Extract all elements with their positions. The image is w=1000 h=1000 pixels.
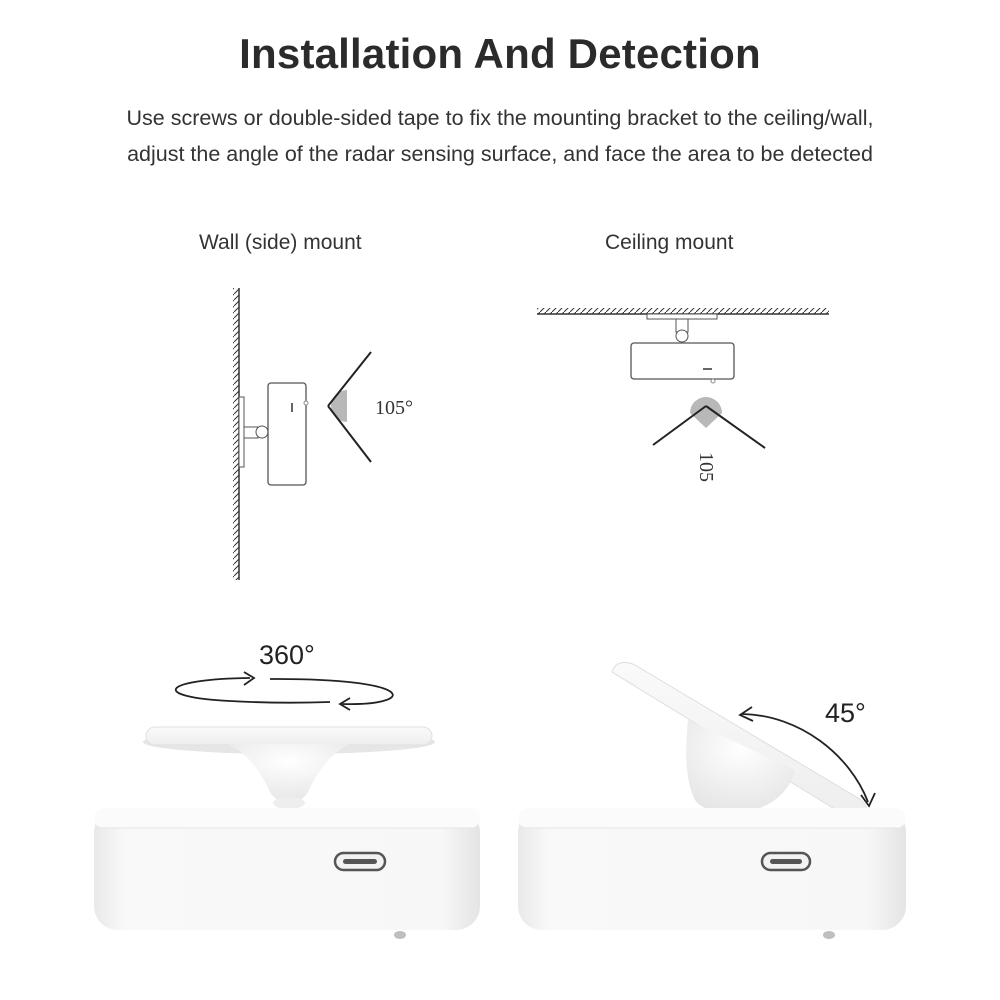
ceiling-bracket bbox=[647, 314, 717, 319]
rotation-arrow-lower bbox=[270, 679, 393, 704]
tilt-angle-label: 45° bbox=[825, 698, 866, 728]
wall-bracket bbox=[239, 397, 244, 467]
rotation-swivel-cone bbox=[226, 744, 352, 803]
ceiling-sensor-device bbox=[631, 343, 734, 379]
ceiling-detection-ray-left bbox=[653, 406, 706, 445]
rotation-sensor-plate bbox=[146, 727, 432, 745]
ceiling-detection-ray-right bbox=[706, 406, 765, 448]
wall-surface bbox=[233, 288, 239, 580]
wall-detection-ray-upper bbox=[328, 352, 371, 406]
rotation-device bbox=[94, 640, 480, 939]
wall-mount-diagram bbox=[233, 288, 413, 580]
tilt-device bbox=[518, 662, 906, 939]
instructions-line-2: adjust the angle of the radar sensing surface, and face the area to be detected bbox=[127, 142, 873, 166]
page-title: Installation And Detection bbox=[239, 30, 761, 77]
ceiling-mount-diagram bbox=[537, 308, 829, 482]
ceiling-surface bbox=[537, 308, 829, 314]
wall-detection-ray-lower bbox=[328, 406, 371, 462]
wall-angle-label: 105° bbox=[375, 397, 413, 419]
wall-mount-label: Wall (side) mount bbox=[199, 231, 362, 254]
ceiling-mount-label: Ceiling mount bbox=[605, 231, 734, 254]
rotation-arrow-upper bbox=[176, 678, 330, 703]
wall-sensor-device bbox=[268, 383, 306, 485]
instructions-line-1: Use screws or double-sided tape to fix the mounting bracket to the ceiling/wall, bbox=[126, 106, 874, 130]
ceiling-detection-angle-arc bbox=[690, 397, 722, 428]
rotation-angle-label: 360° bbox=[259, 640, 315, 670]
ceiling-angle-label: 105 bbox=[695, 452, 717, 482]
wall-detection-angle-arc bbox=[331, 390, 347, 422]
